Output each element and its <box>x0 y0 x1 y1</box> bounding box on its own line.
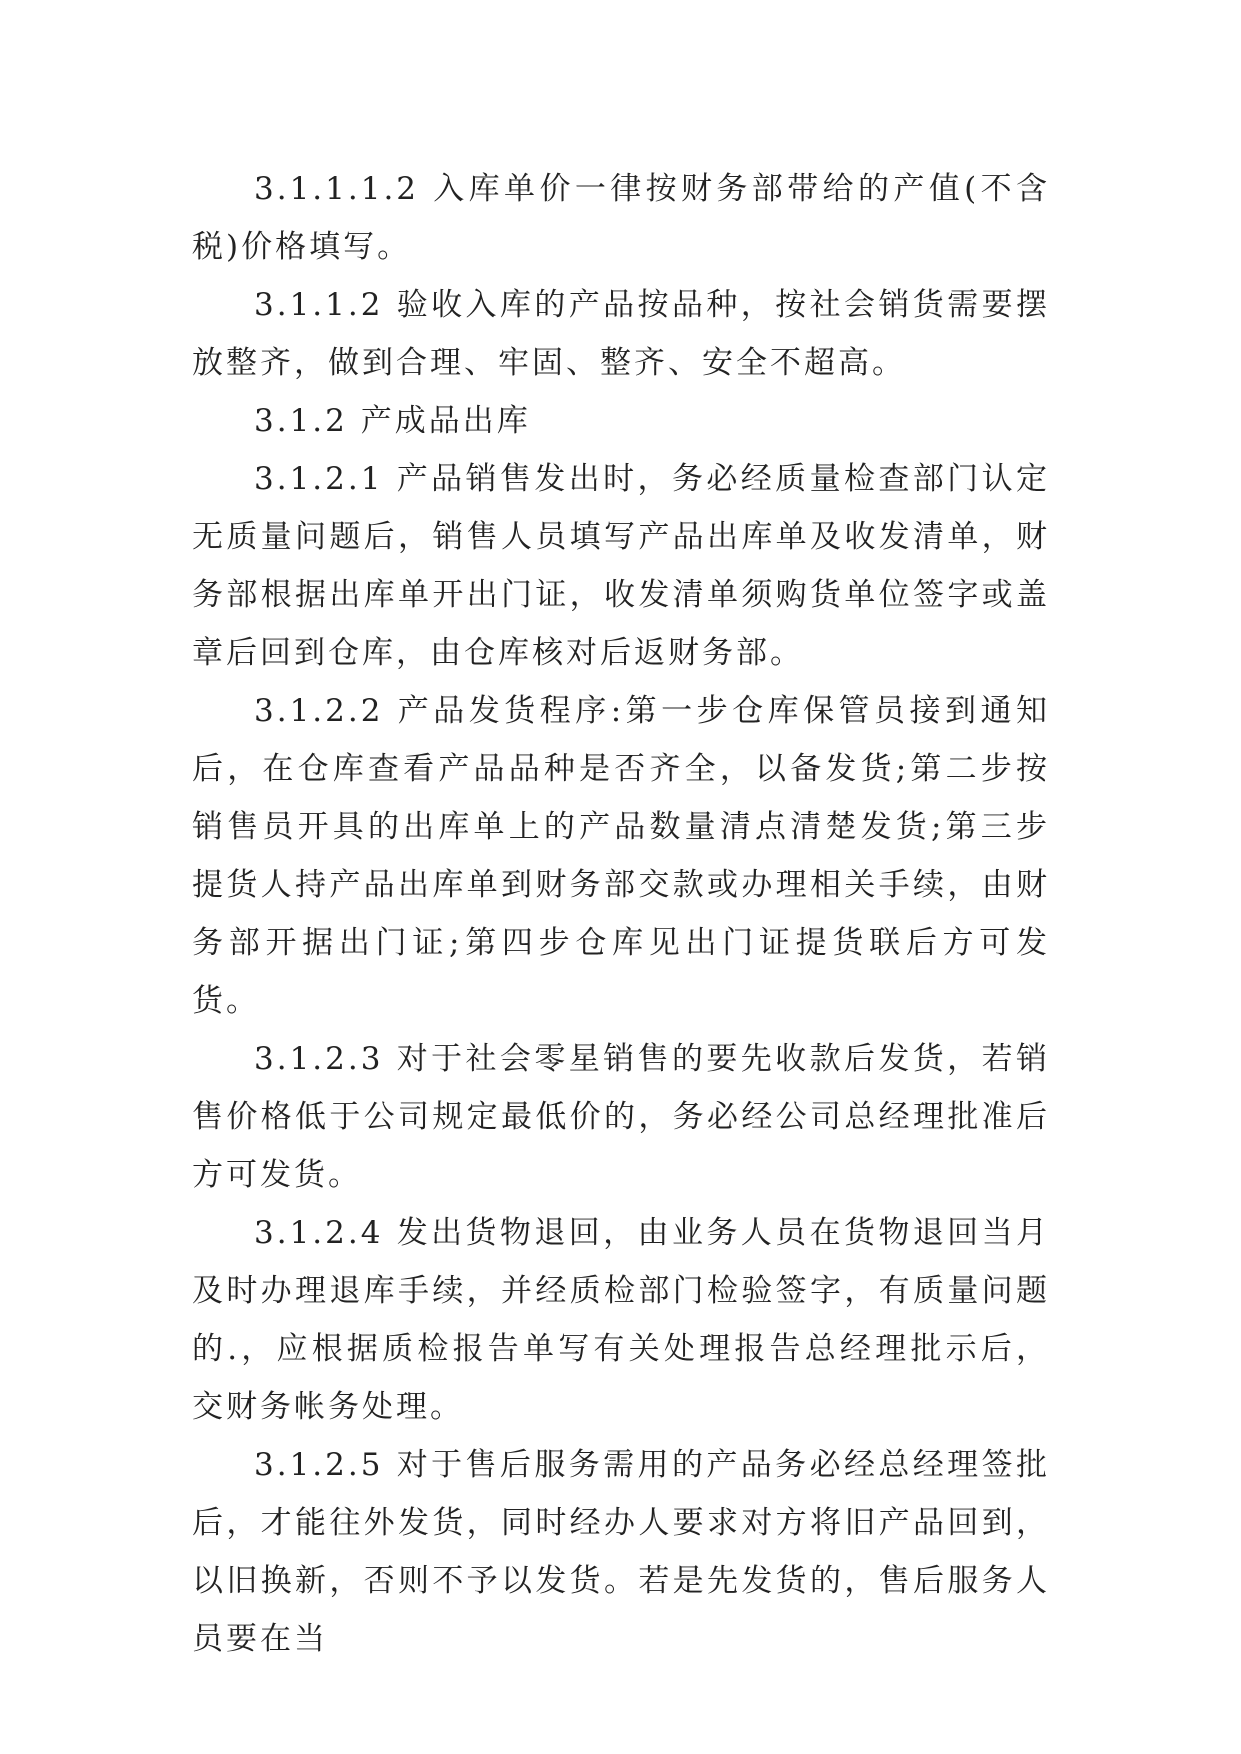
paragraph-3-1-2-1: 3.1.2.1 产品销售发出时，务必经质量检查部门认定无质量问题后，销售人员填写产品出库单及收发清单，财务部根据出库单开出门证，收发清单须购货单位签字或盖章后回到仓库，由仓库核对后返财务部。 <box>192 461 1050 671</box>
paragraph-3-1-1-2: 3.1.1.2 验收入库的产品按品种，按社会销货需要摆放整齐，做到合理、牢固、整齐、安全不超高。 <box>192 287 1050 381</box>
paragraph-3-1-2-2: 3.1.2.2 产品发货程序:第一步仓库保管员接到通知后，在仓库查看产品品种是否齐全，以备发货;第二步按销售员开具的出库单上的产品数量清点清楚发货;第三步提货人持产品出库单到财务部交款或办理相关手续，由财务部开据出门证;第四步仓库见出门证提货联后方可发货。 <box>192 693 1050 1019</box>
section-heading-3-1-2: 3.1.2 产成品出库 <box>254 403 531 439</box>
document-body <box>192 160 1050 1668</box>
paragraph-3-1-1-1-2: 3.1.1.1.2 入库单价一律按财务部带给的产值(不含税)价格填写。 <box>192 171 1050 265</box>
paragraph-3-1-2-4: 3.1.2.4 发出货物退回，由业务人员在货物退回当月及时办理退库手续，并经质检部门检验签字，有质量问题的.，应根据质检报告单写有关处理报告总经理批示后，交财务帐务处理。 <box>192 1215 1050 1425</box>
paragraph-3-1-2-3: 3.1.2.3 对于社会零星销售的要先收款后发货，若销售价格低于公司规定最低价的，务必经公司总经理批准后方可发货。 <box>192 1041 1050 1193</box>
paragraph-3-1-2-5: 3.1.2.5 对于售后服务需用的产品务必经总经理签批后，才能往外发货，同时经办人要求对方将旧产品回到，以旧换新，否则不予以发货。若是先发货的，售后服务人员要在当 <box>192 1447 1050 1657</box>
